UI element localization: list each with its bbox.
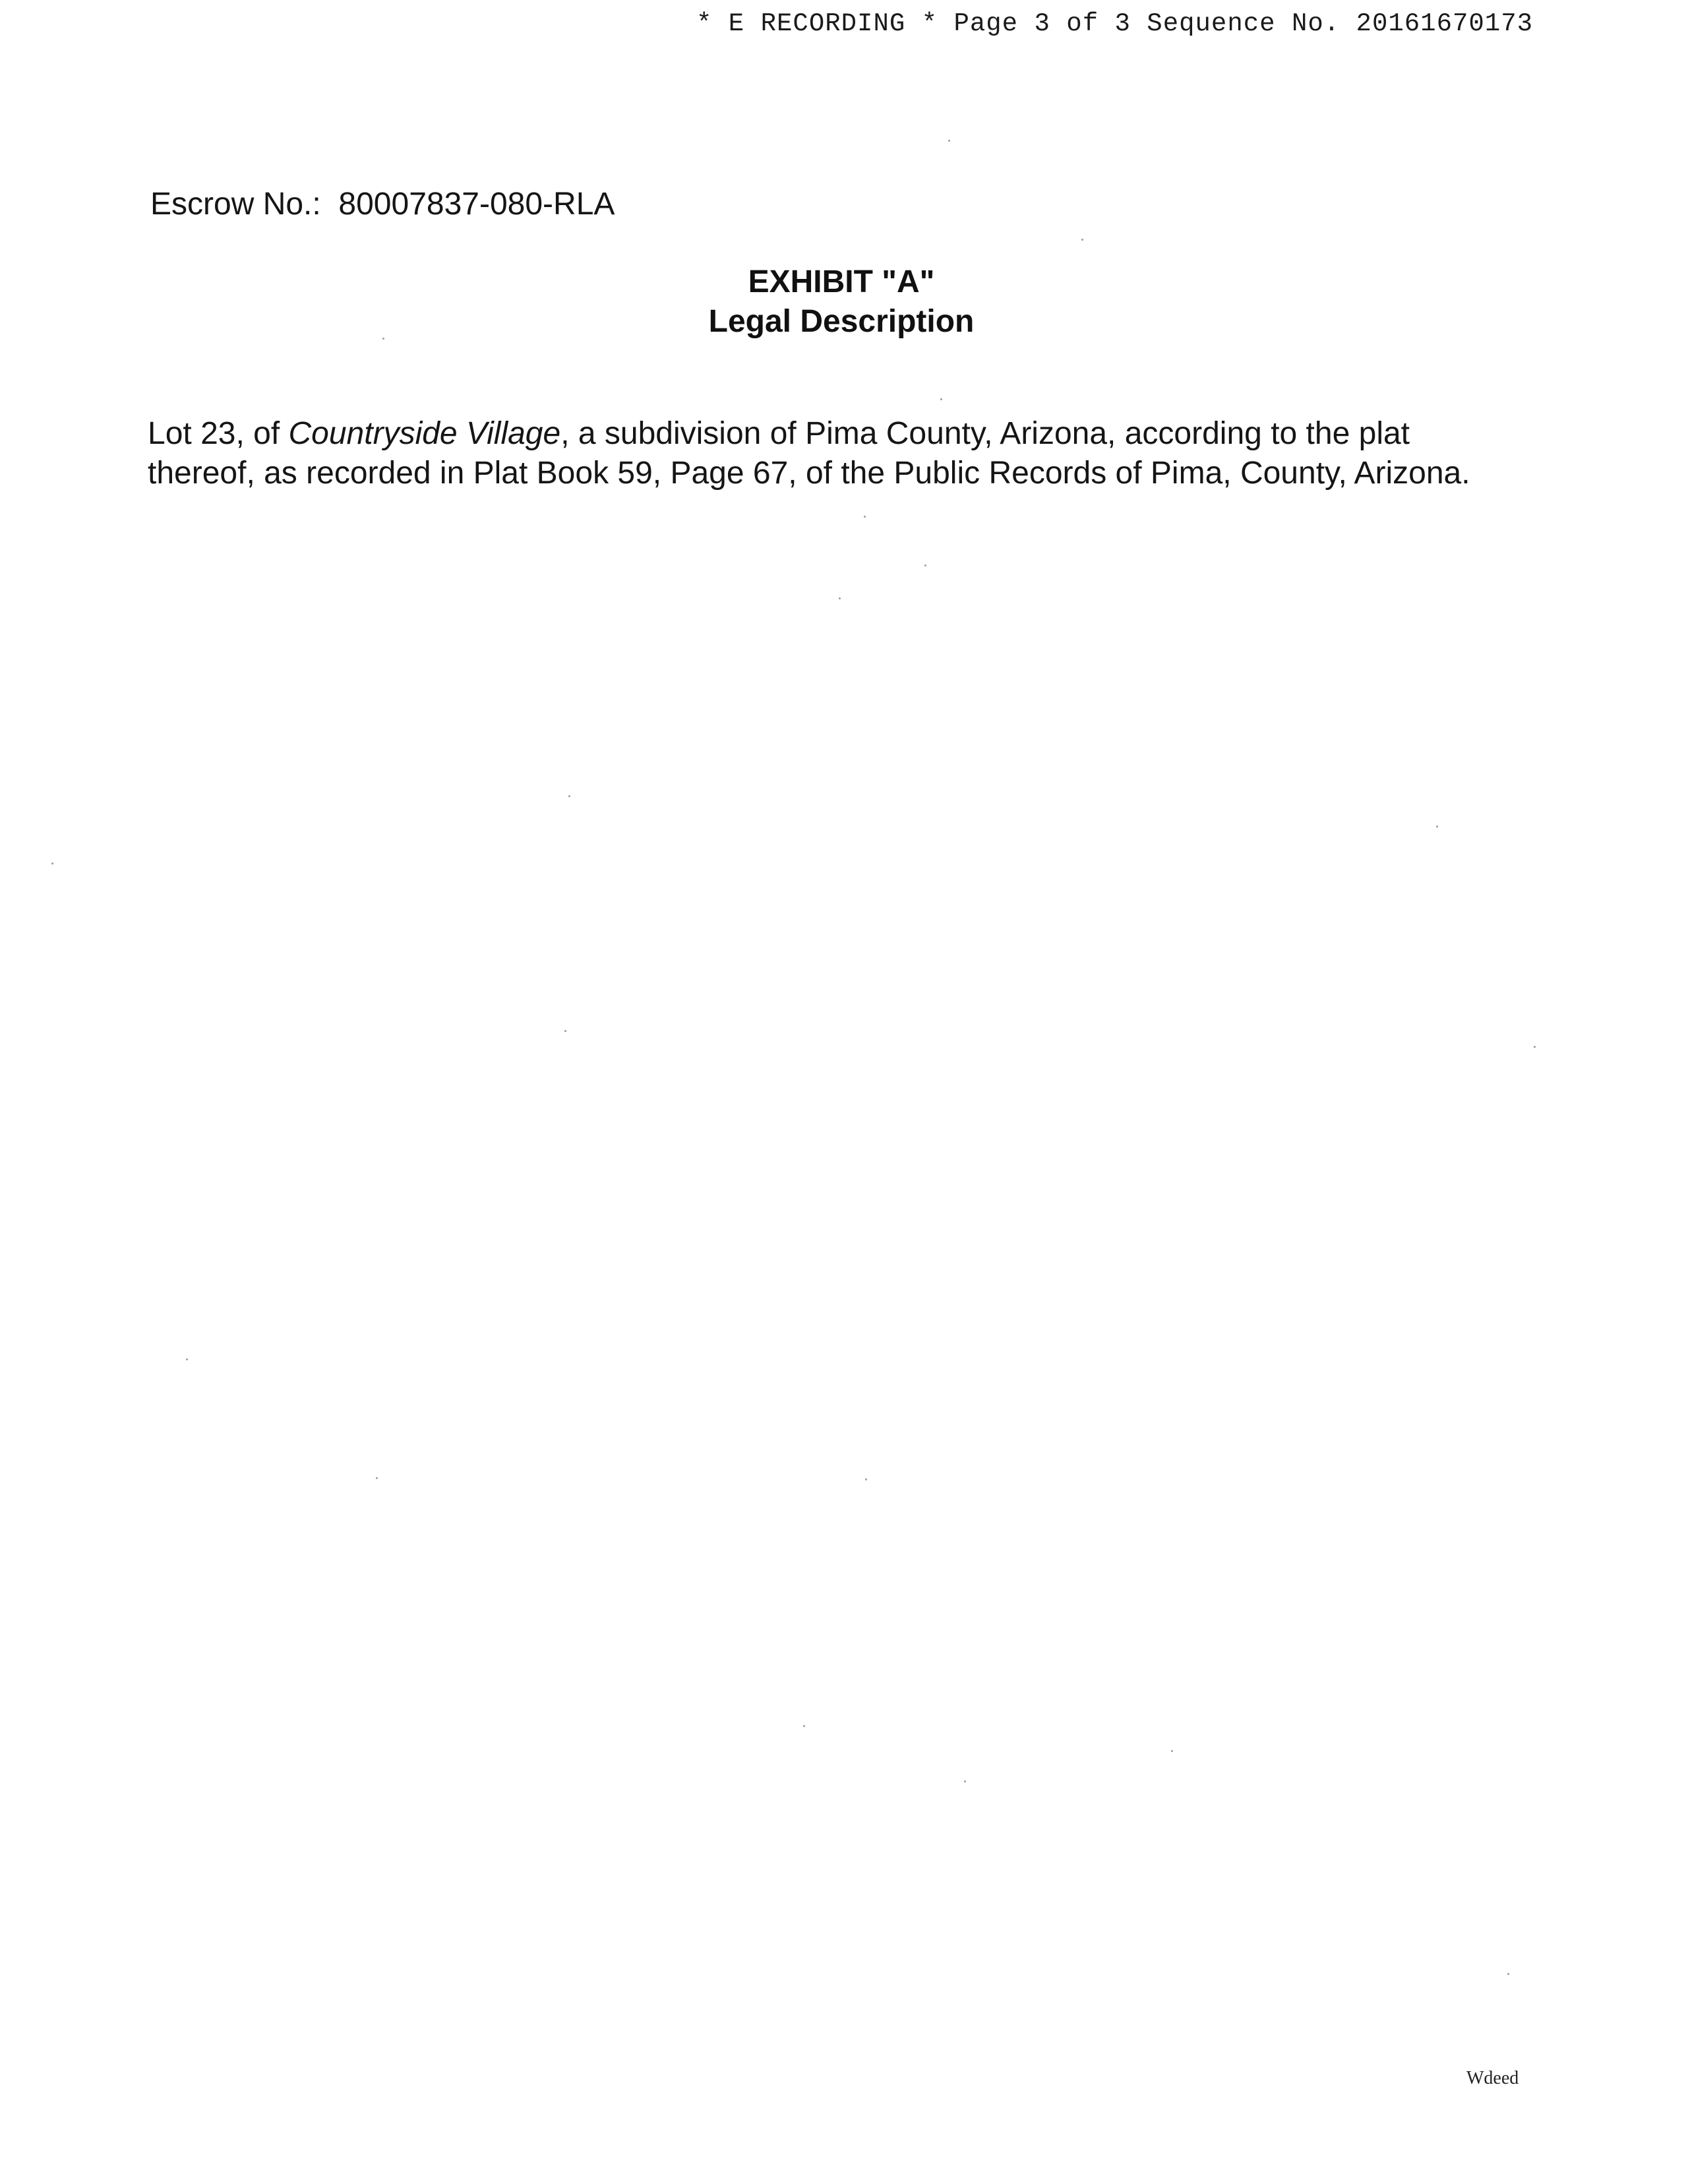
form-code: Wdeed bbox=[1466, 2068, 1519, 2088]
legal-description-line-1 bbox=[148, 414, 1559, 454]
legal-text-part2: , a subdivision of Pima County, Arizona, according to the plat bbox=[560, 416, 1410, 451]
escrow-line bbox=[150, 186, 615, 222]
scan-speck bbox=[1507, 1973, 1509, 1975]
scan-speck bbox=[924, 564, 926, 566]
scan-speck bbox=[865, 1478, 867, 1480]
escrow-label: Escrow No.: bbox=[150, 187, 321, 222]
scan-speck bbox=[376, 1477, 378, 1479]
scan-speck bbox=[803, 1725, 805, 1727]
scan-speck bbox=[964, 1780, 966, 1782]
escrow-number: 80007837-080-RLA bbox=[338, 187, 615, 222]
scan-speck bbox=[940, 398, 942, 400]
exhibit-title: EXHIBIT "A" bbox=[748, 264, 935, 299]
scan-speck bbox=[1081, 239, 1083, 241]
scan-speck bbox=[1534, 1046, 1536, 1048]
scan-speck bbox=[568, 795, 570, 797]
scan-speck bbox=[1171, 1750, 1173, 1752]
scan-speck bbox=[948, 140, 950, 142]
scan-speck bbox=[186, 1358, 188, 1360]
subdivision-name: Countryside Village bbox=[288, 416, 561, 451]
scan-speck bbox=[382, 338, 384, 340]
legal-description-line-2: thereof, as recorded in Plat Book 59, Page 67, of the Public Records of Pima, County, Arizona. bbox=[148, 456, 1470, 491]
scan-speck bbox=[1436, 826, 1438, 828]
scan-speck bbox=[51, 863, 53, 864]
scan-speck bbox=[564, 1030, 566, 1032]
legal-description bbox=[148, 414, 1559, 493]
recording-header: * E RECORDING * Page 3 of 3 Sequence No. 20161670173 bbox=[696, 9, 1533, 38]
scan-speck bbox=[839, 597, 841, 599]
legal-text-part1: Lot 23, of bbox=[148, 416, 289, 451]
exhibit-heading bbox=[0, 262, 1688, 342]
scan-speck bbox=[864, 516, 866, 518]
exhibit-subtitle: Legal Description bbox=[708, 304, 975, 339]
